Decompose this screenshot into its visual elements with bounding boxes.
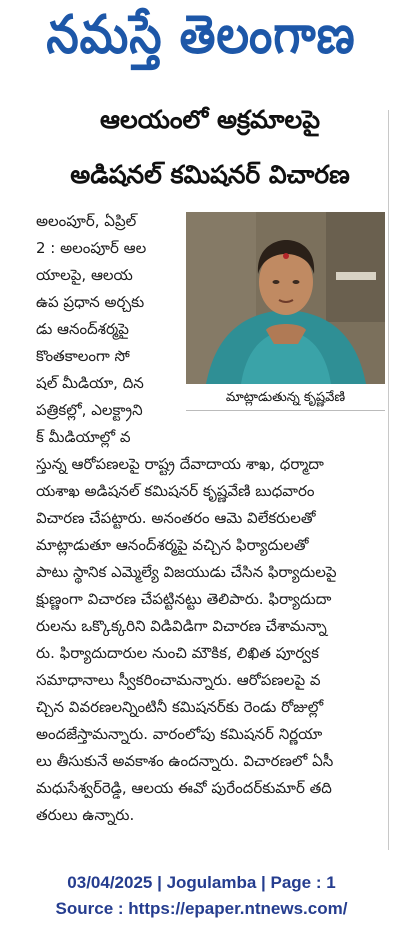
photo-caption: మాట్లాడుతున్న కృష్ణవేణి xyxy=(186,386,385,411)
article-body-line: చ్చిన వివరణలన్నింటినీ కమిషనర్‌కు రెండు రోజుల్లో xyxy=(36,698,324,716)
article-body-line: డు ఆనంద్‌శర్మపై xyxy=(36,320,129,338)
person-photo-illustration xyxy=(186,212,385,384)
article-body-line: స్తున్న ఆరోపణలపై రాష్ట్ర దేవాదాయ శాఖ, ధర్మాదా xyxy=(36,455,324,473)
article-body-line: విచారణ చేపట్టారు. అనంతరం ఆమె విలేకరులతో xyxy=(36,509,316,527)
footer-source-link[interactable]: Source : https://epaper.ntnews.com/ xyxy=(55,899,348,918)
article-body-line: క్ మీడియాల్లో వ xyxy=(36,428,131,446)
article-body-line: యాలపై, ఆలయ xyxy=(36,266,133,284)
article-body-line: మాట్లాడుతూ ఆనంద్‌శర్మపై వచ్చిన ఫిర్యాదులతో xyxy=(36,536,309,554)
article-body-line: సమాధానాలు స్వీకరించామన్నారు. ఆరోపణలపై వ xyxy=(36,671,321,689)
article-body-line: క్షుణ్ణంగా విచారణ చేపట్టినట్టు తెలిపారు. ఫిర్యాదుదా xyxy=(36,590,332,608)
article-body-line: రులను ఒక్కొక్కరిని విడివిడిగా విచారణ చేశామన్నా xyxy=(36,617,327,635)
article-body-line: మధుసేశ్వర్‌రెడ్డి, ఆలయ ఈవో పురేందర్‌కుమార్ తది xyxy=(36,779,332,797)
newspaper-masthead xyxy=(6,4,396,78)
article-body-line: పాటు స్థానిక ఎమ్మెల్యే విజయుడు చేసిన ఫిర్యాదులపై xyxy=(36,563,337,581)
article-body-line: రు. ఫిర్యాదుదారుల నుంచి మౌకిక, లిఖిత పూర్వక xyxy=(36,644,319,662)
headline-line-2: అడిషనల్ కమిషనర్ విచారణ xyxy=(70,160,350,189)
footer-date-edition-page: 03/04/2025 | Jogulamba | Page : 1 xyxy=(67,873,336,892)
article-body-line: షల్ మీడియా, దిన xyxy=(36,374,144,392)
headline-line-1: ఆలయంలో అక్రమాలపై xyxy=(100,105,320,134)
article-photo xyxy=(186,212,385,384)
article-body-line: తరులు ఉన్నారు. xyxy=(36,806,135,824)
article-body-line: కొంతకాలంగా సో xyxy=(36,347,130,365)
article-body-line: అలంపూర్, ఏప్రిల్ xyxy=(36,212,137,230)
article-body-line: అందజేస్తామన్నారు. వారంలోపు కమిషనర్ నిర్ణయా xyxy=(36,725,323,743)
masthead-title: నమస్తే తెలంగాణ xyxy=(46,3,356,66)
column-rule xyxy=(388,110,389,850)
article-body-line: లు తీసుకునే అవకాశం ఉందన్నారు. విచారణలో ఏసీ xyxy=(36,752,334,770)
article-body-line: యశాఖ అడిషనల్ కమిషనర్ కృష్ణవేణి బుధవారం xyxy=(36,482,315,500)
article-body-line: ఉప ప్రధాన అర్చకు xyxy=(36,293,145,311)
article-body-line: 2 : అలంపూర్ ఆల xyxy=(36,239,147,257)
article-body-line: పత్రికల్లో, ఎలక్ట్రాని xyxy=(36,401,143,419)
